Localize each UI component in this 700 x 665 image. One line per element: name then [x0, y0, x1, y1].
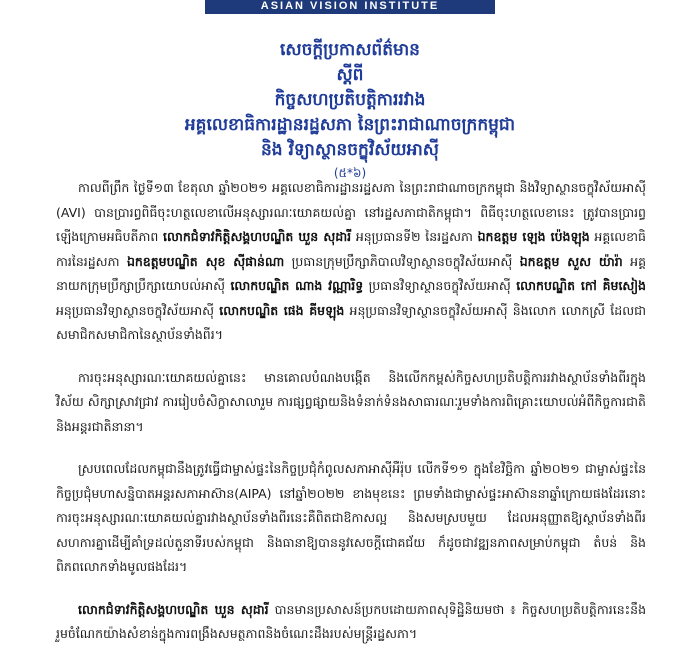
title-press-release: សេចក្តីប្រកាសព័ត៌មាន: [280, 40, 420, 60]
p1-name-7: លោកបណ្ឌិត ផេង គីមឡុង: [219, 302, 345, 318]
p4-text-1: បានមានប្រសាសន៍ប្រកបដោយភាពសុទិដ្ឋិនិយមថា ៖ កិច្ចសហប្រតិបត្តិការនេះនឹងរួមចំណែកយ៉ាងសំខាន់ក្នុងការពង្រឹងសមត្ថភាពនិងចំណេះដឹងរបស់មន្ត្រីរដ្ឋសភា។: [56, 601, 646, 641]
press-release-title-block: [40, 38, 660, 183]
title-date-code: (៥*៦): [333, 166, 367, 180]
paragraph-2: ការចុះអនុស្សារណៈយោគយល់គ្នានេះ មានគោលបំណងបង្កើត និងលើកកម្ពស់កិច្ចសហប្រតិបត្តិការរវាងស្ថាប័នទាំងពីរក្នុងវិស័យ សិក្សាស្រាវជ្រាវ ការរៀបចំសិក្ខាសាលារួម ការផ្សព្វផ្សាយនិងទំនាក់ទំនងសាធារណៈរួមទាំងការពិគ្រោះយោបល់អំពីកិច្ចការជាតិ និងអន្តរជាតិនានា។: [56, 369, 646, 434]
paragraph-4: [56, 598, 646, 647]
p1-text-5: អគ្គនាយកក្រុមប្រឹក្សាប្រឹក្សាយោបល់អាស៊ី: [56, 253, 646, 293]
p4-name-1: លោកជំទាវកិត្តិសង្គហបណ្ឌិត ឃួន សុដារី: [78, 601, 269, 617]
p1-text-8: អនុប្រធានវិទ្យាស្ថានចក្ខុវិស័យអាស៊ី និងលោក លោកស្រី ដែលជាសមាជិកសមាជិកានៃស្ថាប័នទាំងពីរ។: [56, 302, 647, 342]
p1-name-2: ឯកឧត្តម ឡេង ប៉េងឡុង: [477, 229, 590, 244]
p1-text-3: អគ្គលេខាធិការនៃរដ្ឋសភា: [56, 229, 646, 269]
paragraph-3: ស្របពេលដែលកម្ពុជានឹងត្រូវធ្វើជាម្ចាស់ផ្ទះនៃកិច្ចប្រជុំកំពូលសភាអាស៊ីអឺរ៉ុប លើកទី១១ ក្នុងខែវិច្ឆិកា ឆ្នាំ២០២១ ជាម្ចាស់ផ្ទះនៃកិច្ចប្រជុំមហាសន្និបាតអន្តរសភាអាស៊ាន(AIPA) នៅឆ្នាំ២០២២ ខាងមុខនេះ ព្រមទាំងជាម្ចាស់ផ្ទះអាស៊ាននាឆ្នាំក្រោយផងដែរនោះ ការចុះអនុស្សារណៈយោគយល់គ្នារវាងស្ថាប័នទាំងពីរនេះគឺពិតជាឱកាសល្អ និងសមស្របមួយ ដែលអនុញ្ញាតឱ្យស្ថាប័នទាំងពីរសហការគ្នាដើម្បីគាំទ្រដល់តួនាទីរបស់កម្ពុជា និងធានាឱ្យបាននូវសេចក្តីជោគជ័យ ក៏ដូចជាវឌ្ឍនភាពសម្រាប់កម្ពុជា តំបន់ និងពិភពលោកទាំងមូលផងដែរ។: [56, 461, 646, 574]
p1-name-1: លោកជំទាវកិត្តិសង្គហបណ្ឌិត ឃួន សុដារី: [163, 229, 352, 244]
institute-banner-text: ASIAN VISION INSTITUTE: [260, 0, 440, 12]
institute-banner: [205, 0, 495, 14]
p1-text-1: កាលពីព្រឹក ថ្ងៃទី១៣ ខែតុលា ឆ្នាំ២០២១ អគ្គលេខាធិការដ្ឋានរដ្ឋសភា នៃព្រះរាជាណាចក្រកម្ពុជា និងវិទ្យាស្ថានចក្ខុវិស័យអាស៊ី (AVI) បានប្រារព្ធពិធីចុះហត្ថលេខាលើអនុស្សារណៈយោគយល់គ្នា នៅរដ្ឋសភាជាតិកម្ពុជា។ ពិធីចុះហត្ថលេខានេះ ត្រូវបានប្រារព្ធឡើងក្រោមអធិបតីភាព: [56, 180, 646, 244]
paragraph-1: [56, 176, 646, 348]
p1-text-2: អនុប្រធានទី២ នៃរដ្ឋសភា: [351, 229, 478, 244]
p1-text-4: ប្រធានក្រុមប្រឹក្សាភិបាលវិទ្យាស្ថានចក្ខុវិស័យអាស៊ី: [284, 253, 520, 269]
article-body: [56, 176, 646, 665]
p1-name-6: លោកបណ្ឌិត កៅ គិមសៀង: [516, 278, 646, 293]
p1-name-5: លោកបណ្ឌិត ណាង វណ្ណារិទ្ធ: [230, 278, 364, 293]
p1-text-7: អនុប្រធានវិទ្យាស្ថានចក្ខុវិស័យអាស៊ី: [56, 302, 220, 318]
p1-name-4: ឯកឧត្តម សួស យ៉ារ៉ា: [519, 253, 623, 269]
p1-name-3: ឯកឧត្តមបណ្ឌិត សុខ ស៊ីផាន់ណា: [126, 253, 285, 269]
p1-text-6: ប្រធានវិទ្យាស្ថានចក្ខុវិស័យអាស៊ី: [363, 278, 517, 293]
title-about: ស្តីពី: [336, 65, 364, 85]
title-institute: និង វិទ្យាស្ថានចក្ខុវិស័យអាស៊ី: [261, 140, 439, 160]
title-secretariat: អគ្គលេខាធិការដ្ឋានរដ្ឋសភា នៃព្រះរាជាណាចក្រកម្ពុជា: [184, 115, 516, 135]
title-cooperation: កិច្ចសហប្រតិបត្តិការរវាង: [274, 90, 426, 110]
